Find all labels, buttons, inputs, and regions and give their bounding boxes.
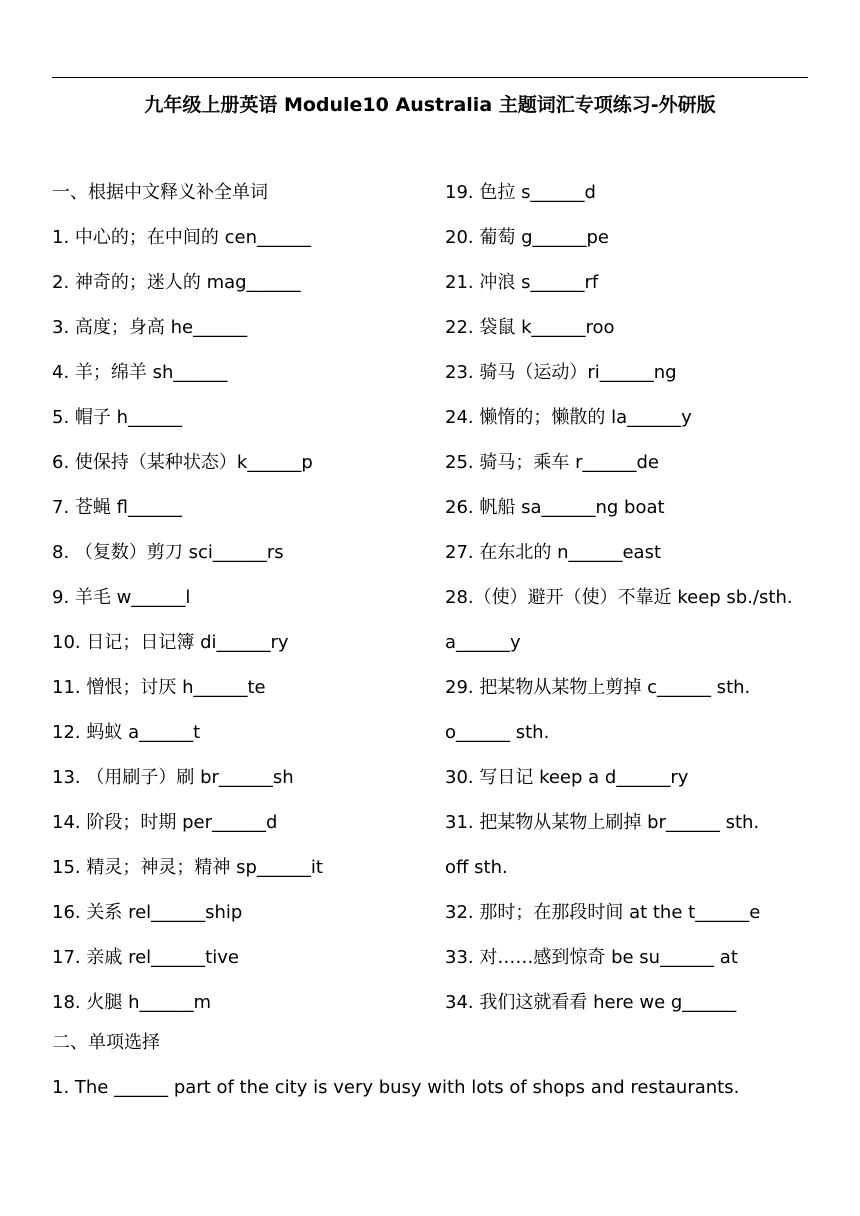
vocab-item: 7. 苍蝇 fl______ [52, 497, 182, 518]
vocab-item-continued: a______y [445, 632, 521, 653]
vocab-item: 8. （复数）剪刀 sci______rs [52, 542, 284, 563]
vocab-item: 30. 写日记 keep a d______ry [445, 767, 689, 788]
vocab-item: 25. 骑马；乘车 r______de [445, 452, 659, 473]
page-title: 九年级上册英语 Module10 Australia 主题词汇专项练习-外研版 [144, 94, 716, 116]
vocab-item: 4. 羊；绵羊 sh______ [52, 362, 228, 383]
vocab-item: 34. 我们这就看看 here we g______ [445, 992, 737, 1013]
question-1: 1. The ______ part of the city is very busy with lots of shops and restaurants. [52, 1077, 740, 1098]
header-rule [52, 77, 808, 78]
section1-heading: 一、根据中文释义补全单词 [52, 182, 268, 203]
vocab-item: 9. 羊毛 w______l [52, 587, 191, 608]
vocab-item: 12. 蚂蚁 a______t [52, 722, 201, 743]
vocab-item: 33. 对……感到惊奇 be su______ at [445, 947, 738, 968]
vocab-item: 27. 在东北的 n______east [445, 542, 662, 563]
vocab-item-continued: off sth. [445, 857, 508, 878]
vocab-item: 26. 帆船 sa______ng boat [445, 497, 665, 518]
section2-heading: 二、单项选择 [52, 1032, 160, 1053]
vocab-item: 23. 骑马（运动）ri______ng [445, 362, 677, 383]
vocab-item: 11. 憎恨；讨厌 h______te [52, 677, 266, 698]
vocab-item-continued: o______ sth. [445, 722, 550, 743]
vocab-item: 24. 懒惰的；懒散的 la______y [445, 407, 692, 428]
vocab-item: 17. 亲戚 rel______tive [52, 947, 239, 968]
left-column [52, 176, 432, 1031]
right-column [445, 176, 820, 1031]
vocab-item: 13. （用刷子）刷 br______sh [52, 767, 294, 788]
vocab-item: 29. 把某物从某物上剪掉 c______ sth. [445, 677, 751, 698]
vocab-item: 32. 那时；在那段时间 at the t______e [445, 902, 761, 923]
vocab-item: 3. 高度；身高 he______ [52, 317, 248, 338]
vocab-item: 1. 中心的；在中间的 cen______ [52, 227, 311, 248]
vocab-item: 20. 葡萄 g______pe [445, 227, 609, 248]
vocab-item: 28.（使）避开（使）不靠近 keep sb./sth. [445, 587, 793, 608]
vocab-item: 16. 关系 rel______ship [52, 902, 243, 923]
vocab-item: 22. 袋鼠 k______roo [445, 317, 615, 338]
vocab-item: 31. 把某物从某物上刷掉 br______ sth. [445, 812, 760, 833]
vocab-item: 21. 冲浪 s______rf [445, 272, 599, 293]
vocab-item: 6. 使保持（某种状态）k______p [52, 452, 313, 473]
vocab-item: 18. 火腿 h______m [52, 992, 212, 1013]
vocab-item: 19. 色拉 s______d [445, 182, 596, 203]
vocab-item: 5. 帽子 h______ [52, 407, 183, 428]
vocab-item: 14. 阶段；时期 per______d [52, 812, 278, 833]
vocab-item: 15. 精灵；神灵；精神 sp______it [52, 857, 323, 878]
vocab-item: 2. 神奇的；迷人的 mag______ [52, 272, 301, 293]
vocab-item: 10. 日记；日记簿 di______ry [52, 632, 289, 653]
